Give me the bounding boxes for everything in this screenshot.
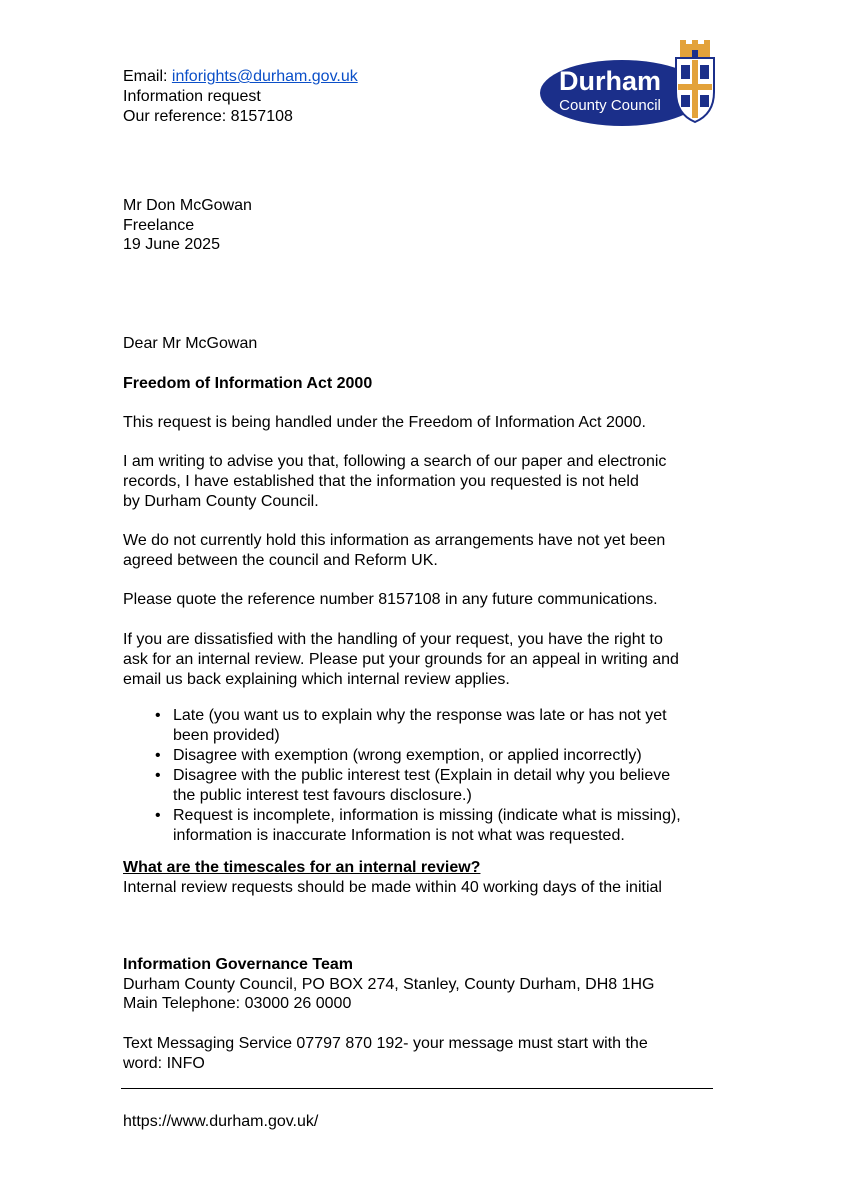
paragraph-arrangements xyxy=(123,531,723,571)
list-item xyxy=(155,706,735,746)
paragraph-line: If you are dissatisfied with the handling of your request, you have the right to xyxy=(123,631,663,648)
list-item-line: information is inaccurate Information is not what was requested. xyxy=(173,827,625,844)
paragraph-handling: This request is being handled under the Freedom of Information Act 2000. xyxy=(123,414,646,431)
recipient-name: Mr Don McGowan xyxy=(123,197,252,214)
bullet-icon: • xyxy=(155,767,161,784)
paragraph-line: agreed between the council and Reform UK. xyxy=(123,552,438,569)
recipient-organisation: Freelance xyxy=(123,217,195,234)
list-item-line: the public interest test favours disclosure.) xyxy=(173,787,472,804)
logo-name-sub: County Council xyxy=(559,97,661,114)
salutation: Dear Mr McGowan xyxy=(123,335,258,352)
list-item xyxy=(155,766,735,806)
footer-sms xyxy=(123,1034,723,1074)
paragraph-line: email us back explaining which internal review applies. xyxy=(123,671,510,688)
sms-line: word: INFO xyxy=(123,1055,205,1072)
timescale-heading: What are the timescales for an internal review? xyxy=(123,859,481,876)
our-reference: Our reference: 8157108 xyxy=(123,108,293,125)
footer-website-link[interactable]: https://www.durham.gov.uk/ xyxy=(123,1113,319,1130)
email-label: Email: xyxy=(123,68,172,85)
letter-date: 19 June 2025 xyxy=(123,236,220,253)
list-item-line: Disagree with the public interest test (Explain in detail why you believe xyxy=(173,767,671,784)
list-item-line: been provided) xyxy=(173,727,280,744)
list-item xyxy=(155,746,735,766)
letter-title: Freedom of Information Act 2000 xyxy=(123,375,373,392)
team-name: Information Governance Team xyxy=(123,956,353,973)
timescale-text: Internal review requests should be made within 40 working days of the initial xyxy=(123,879,662,896)
list-item xyxy=(155,806,735,846)
shield-icon xyxy=(676,58,714,122)
footer-telephone: Main Telephone: 03000 26 0000 xyxy=(123,995,352,1012)
paragraph-line: We do not currently hold this information as arrangements have not yet been xyxy=(123,532,666,549)
request-type: Information request xyxy=(123,88,261,105)
list-item-line: Request is incomplete, information is missing (indicate what is missing), xyxy=(173,807,681,824)
review-grounds-list xyxy=(155,706,735,846)
paragraph-internal-review xyxy=(123,630,723,690)
sms-line: Text Messaging Service 07797 870 192- your message must start with the xyxy=(123,1035,648,1052)
paragraph-line: by Durham County Council. xyxy=(123,493,319,510)
email-link[interactable]: inforights@durham.gov.uk xyxy=(171,68,358,85)
bullet-icon: • xyxy=(155,807,161,824)
paragraph-quote-reference: Please quote the reference number 8157108 in any future communications. xyxy=(123,591,658,608)
castle-icon xyxy=(680,40,710,58)
paragraph-line: records, I have established that the information you requested is not held xyxy=(123,473,639,490)
durham-county-council-logo xyxy=(540,40,730,130)
paragraph-not-held xyxy=(123,452,723,512)
email-line xyxy=(123,67,358,87)
bullet-icon: • xyxy=(155,747,161,764)
paragraph-line: ask for an internal review. Please put your grounds for an appeal in writing and xyxy=(123,651,679,668)
list-item-line: Late (you want us to explain why the response was late or has not yet xyxy=(173,707,667,724)
footer-address: Durham County Council, PO BOX 274, Stanley, County Durham, DH8 1HG xyxy=(123,976,655,993)
bullet-icon: • xyxy=(155,707,161,724)
logo-name-main: Durham xyxy=(558,66,662,96)
list-item-line: Disagree with exemption (wrong exemption, or applied incorrectly) xyxy=(173,747,642,764)
paragraph-line: I am writing to advise you that, following a search of our paper and electronic xyxy=(123,453,667,470)
footer-divider xyxy=(121,1088,713,1089)
